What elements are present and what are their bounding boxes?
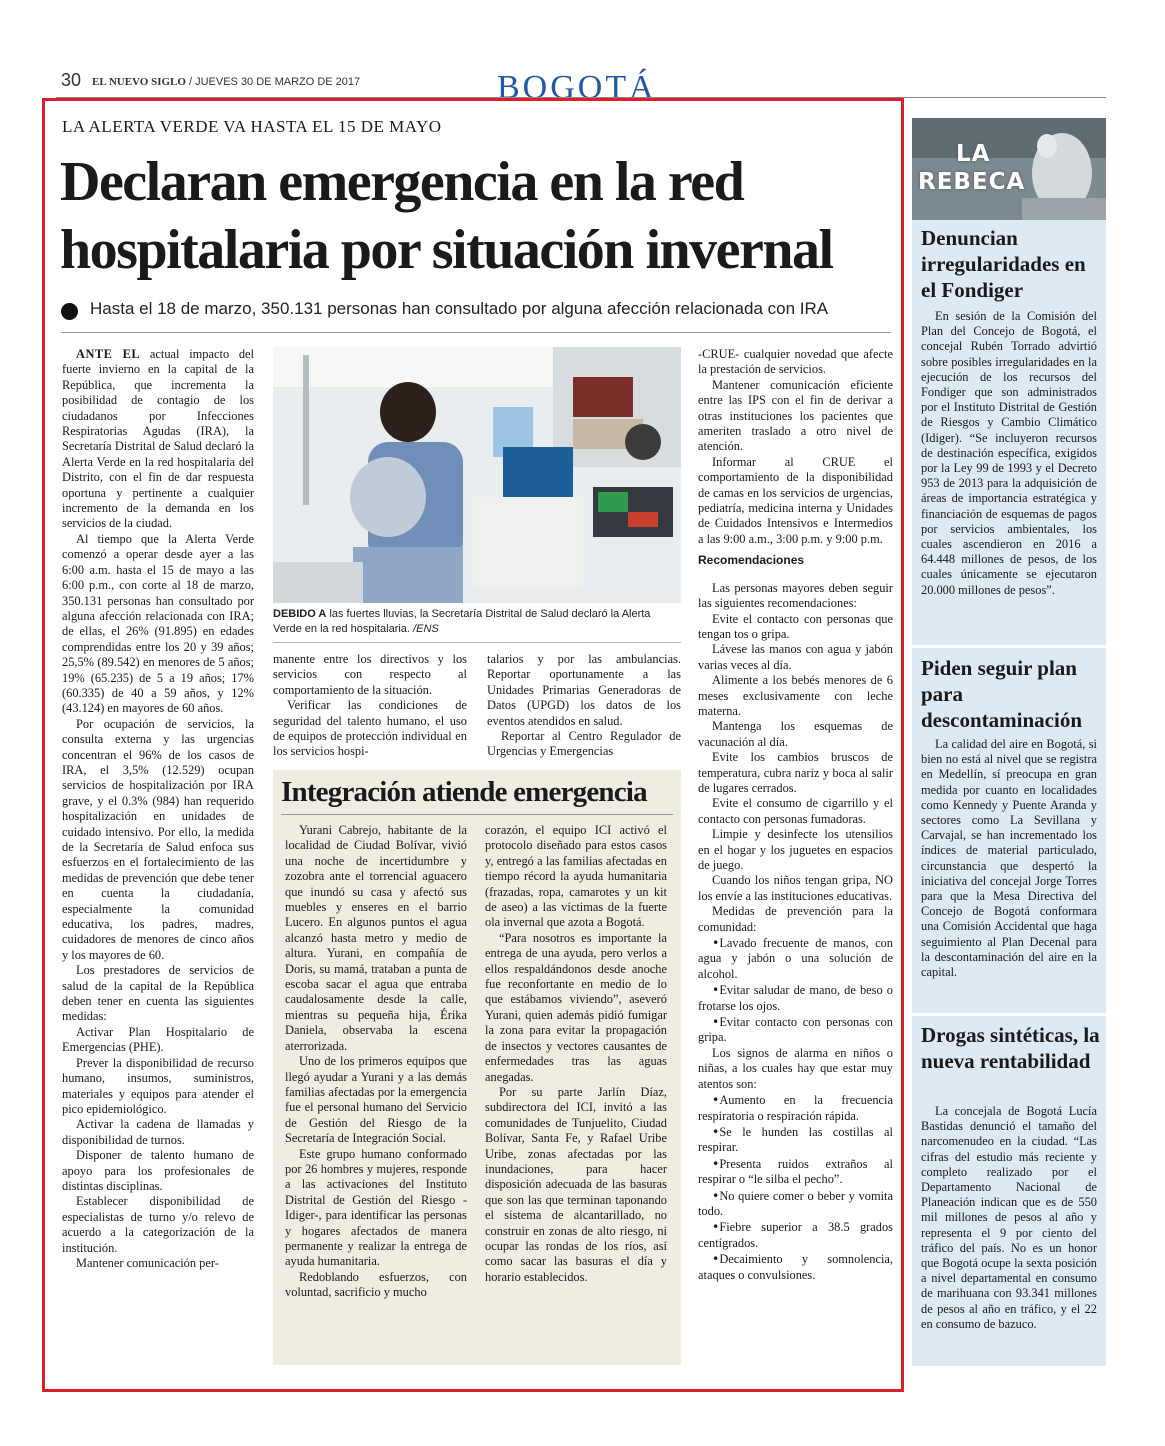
paragraph: Uno de los primeros equipos que llegó ayudar a Yurani y a las demás familias afectadas por la emergencia fue el personal humano del Servicio de Gestión del Riesgo de la Secretaría de Integración Social. xyxy=(285,1054,467,1146)
paragraph: Limpie y desinfecte los utensilios en el hogar y los juguetes en espacios de juego. xyxy=(698,827,893,872)
list-item-text: Aumento en la frecuencia respiratoria o respiración rápida. xyxy=(698,1093,893,1123)
lead-rule xyxy=(61,332,891,333)
paragraph: manente entre los directivos y los servicios con respecto al comportamiento de la situación. xyxy=(273,652,467,697)
paragraph: “Para nosotros es importante la entrega de una ayuda, pero verlos a ellos respaldándonos desde anoche fue reconfortante en medio de lo que estábamos viviendo”, aseveró Yurani, quien además pidió fumigar la zona para evitar la propagación de insectos y vectores causantes de enfermedades tras las aguas anegadas. xyxy=(485,930,667,1084)
article-lead: Hasta el 18 de marzo, 350.131 personas han consultado por alguna afección relacionada con IRA xyxy=(90,299,829,318)
paragraph: Mantenga los esquemas de vacunación al día. xyxy=(698,719,893,749)
article-column-1 xyxy=(62,347,254,1271)
caption-lead: DEBIDO A xyxy=(273,608,327,620)
sidebar-story-title: Drogas sintéticas, la nueva rentabilidad xyxy=(921,1023,1100,1073)
section-name: BOGOTÁ xyxy=(497,69,657,97)
paragraph: Activar Plan Hospitalario de Emergencias (PHE). xyxy=(62,1024,254,1055)
list-item-text: Se le hunden las costillas al respirar. xyxy=(698,1124,893,1155)
list-item xyxy=(698,1251,893,1283)
bullet-icon: • xyxy=(712,1155,720,1171)
sidebar-label xyxy=(918,140,1025,196)
paragraph: La concejala de Bogotá Lucía Bastidas denunció el tamaño del narcomenudeo en la ciudad. “Las cifras del estudio más reciente y completo realizado por el Departamento Nacional de Planeación indican que es de 550 mil millones de pesos al año y representa el 9 por ciento del tráfico del país. No es un honor que Bogotá ocupe la sexta posición a nivel departamental en consumo de marihuana con 93.341 millones de pesos al año en tráfico, y el 22 en consumo de bazuco. xyxy=(921,1104,1097,1331)
list-item-text: Fiebre superior a 38.5 grados centígrados. xyxy=(698,1220,893,1250)
paragraph: Redoblando esfuerzos, con voluntad, sacrificio y mucho xyxy=(285,1269,467,1300)
paragraph: Lávese las manos con agua y jabón varias veces al día. xyxy=(698,642,893,672)
sidebar-story-title: Denuncian irregularidades en el Fondiger xyxy=(921,226,1086,302)
paragraph: Por ocupación de servicios, la consulta externa y las urgencias concentran el 96% de los casos de IRA, el 3,5% (12.529) ocupan servicios de hospitalización por IRA grave, y el 0.3% (984) han requerido hospitalización en unidades de cuidado intensivo. Por ello, la medida de la Secretaría de Salud enfoca sus esfuerzos en el fortalecimiento de las medidas de prevención que debe tener en cuenta la ciudadanía, especialmente la comunidad educativa, los padres, madres, cuidadores de menores de cinco años y los mayores de 60. xyxy=(62,716,254,962)
paragraph: talarios y por las ambulancias. Reportar oportunamente a las Unidades Primarias Generadoras de Datos (UPGD) los datos de los eventos atendidos en salud. xyxy=(487,652,681,728)
article-column-2 xyxy=(273,652,467,760)
paragraph: Cuando los niños tengan gripa, NO los envíe a las instituciones educativas. xyxy=(698,873,893,903)
article-column-4 xyxy=(698,347,893,1283)
paragraph: Medidas de prevención para la comunidad: xyxy=(698,904,893,934)
bullet-icon: • xyxy=(712,1187,720,1203)
paragraph: La calidad del aire en Bogotá, si bien no está al nivel que se registra en Medellín, sí preocupa en gran medida por cuanto en localidades como Kennedy y Puente Aranda y sectores como La Sevillana y Carvajal, se han incrementado los índices de material particulado, circunstancia que despertó la iniciativa del concejal Jorge Torres para que la Mesa Directiva del Concejo de Bogotá conformara una Comisión Accidental que haga seguimiento al Plan Decenal para la descontaminación del aire en la capital. xyxy=(921,737,1097,980)
paragraph: Prever la disponibilidad de recurso humano, insumos, suministros, materiales y equipos para atender el pico epidemiológico. xyxy=(62,1055,254,1116)
paragraph: Los signos de alarma en niños o niñas, a los cuales hay que estar muy atentos son: xyxy=(698,1045,893,1091)
bullet-icon: • xyxy=(712,1014,720,1030)
paragraph: -CRUE- cualquier novedad que afecte la prestación de servicios. xyxy=(698,347,893,377)
paragraph: Alimente a los bebés menores de 6 meses exclusivamente con leche materna. xyxy=(698,673,893,718)
sidebar-story-title: Piden seguir plan para descontaminación xyxy=(921,656,1083,732)
list-item xyxy=(698,982,893,1014)
list-item-text: Presenta ruidos extraños al respirar o “le silba el pecho”. xyxy=(698,1156,893,1187)
paragraph: Por su parte Jarlín Díaz, subdirectora del ICI, invitó a las comunidades de Tunjuelito, Ciudad Bolívar, Santa Fe, y Rafael Uribe Uribe, zonas afectadas por las inundaciones, para hacer disposición adecuada de las basuras que son las que terminan taponando el sistema de alcantarillado, no construir en zonas de alto riesgo, ni ocupar las rondas de los ríos, así como sacar las basuras el día y horario establecidos. xyxy=(485,1084,667,1284)
paragraph: Activar la cadena de llamadas y disponibilidad de turnos. xyxy=(62,1117,254,1147)
paragraph: Disponer de talento humano de apoyo para los profesionales de distintas disciplinas. xyxy=(62,1148,254,1193)
list-item-text: No quiere comer o beber y vomita todo. xyxy=(698,1188,893,1218)
sidebar-label-line: REBECA xyxy=(918,169,1026,195)
article-headline: Declaran emergencia en la red hospitalaria por situación invernal xyxy=(60,151,833,281)
photo-credit: /ENS xyxy=(413,622,439,635)
bullet-icon: • xyxy=(712,935,720,951)
paragraph: Evite el contacto con personas que tengan tos o gripa. xyxy=(698,611,893,641)
bullet-icon: • xyxy=(712,982,720,998)
subheading: Recomendaciones xyxy=(698,553,805,568)
paragraph: actual impacto del fuerte invierno en la capital de la República, que incrementa la posibilidad de contagio de los ciudadanos por Infecciones Respiratorias Agudas (IRA), la Secretaría Distrital de Salud declaró la Alerta Verde en la red hospitalaria del Distrito, con el fin de dar respuesta oportuna y pertinente a cualquier incremento de la demanda en los servicios de la ciudad. xyxy=(62,347,254,531)
sidebar-story-text xyxy=(921,309,1097,598)
masthead xyxy=(92,76,360,88)
list-item xyxy=(698,1219,893,1251)
paragraph: Establecer disponibilidad de especialistas de turno y/o relevo de acuerdo a la categorización de la institución. xyxy=(62,1194,254,1255)
bullet-icon xyxy=(61,303,78,320)
paragraph: Las personas mayores deben seguir las siguientes recomendaciones: xyxy=(698,580,893,611)
sidebox-rule xyxy=(281,814,673,815)
paragraph: Al tiempo que la Alerta Verde comenzó a operar desde ayer a las 6:00 a.m. hasta el 15 de mayo a las 6:00 p.m., con corte al 18 de marzo, 350.131 personas han consultado por alguna afección relacionada con IRA; de ellas, el 26% (91.895) en edades comprendidas entre los 20 y 39 años; 25,5% (89.542) en menores de 5 años; 19% (65.235) de 5 a 19 años; 17% (60.335) de 40 a 59 años, y 12% (43.124) en mayores de 60 años. xyxy=(62,531,254,716)
paragraph: Este grupo humano conformado por 26 hombres y mujeres, responde a las activaciones del Instituto Distrital de Gestión del Riesgo -Idiger-, para identificar las personas y hogares afectados de manera permanente y realizar la entrega de ayuda humanitaria. xyxy=(285,1146,467,1269)
caption-text: las fuertes lluvias, la Secretaría Distrital de Salud declaró la Alerta Verde en la red hospitalaria. xyxy=(273,608,651,635)
list-item xyxy=(698,1188,893,1220)
list-item xyxy=(698,1156,893,1188)
paragraph: Informar al CRUE el comportamiento de la disponibilidad de camas en los servicios de urgencias, pediatría, medicina interna y Unidades de Cuidados Intensivos e Intermedios a las 9:00 a.m., 3:00 p.m. y 9:00 p.m. xyxy=(698,454,893,546)
bullet-icon: • xyxy=(712,1219,720,1235)
sidebox-column-2 xyxy=(485,823,667,1285)
hospital-scene-image xyxy=(273,347,681,603)
drop-words: ANTE EL xyxy=(76,347,141,361)
sidebar-story-text xyxy=(921,1104,1097,1332)
paragraph: Reportar al Centro Regulador de Urgencias y Emergencias xyxy=(487,729,681,759)
paragraph: Yurani Cabrejo, habitante de la localidad de Ciudad Bolívar, vivió una noche de incertidumbre y zozobra ante el torrencial aguacero que inundó su casa y afectó sus muebles y enseres en el barrio Lucero. En algunos puntos el agua alcanzó hasta metro y medio de altura. Yurani, en compañía de Doris, su mamá, trataban a punta de escoba sacar el agua que entraba caudalosamente desde la calle, mientras su pequeña hija, Érika Daniela, observaba la escena aterrorizada. xyxy=(285,823,467,1053)
issue-date: / JUEVES 30 DE MARZO DE 2017 xyxy=(188,76,361,88)
sidebar-story-text xyxy=(921,737,1097,980)
paragraph: Mantener comunicación per- xyxy=(76,1255,219,1270)
bullet-icon: • xyxy=(712,1251,720,1267)
article-column-3 xyxy=(487,652,681,760)
paragraph: En sesión de la Comisión del Plan del Concejo de Bogotá, el concejal Rubén Torrado advirtió sobre posibles irregularidades en la ejecución de los recursos del Fondiger que son administrados por el Instituto Distrital de Gestión de Riesgos y Cambio Climático (Idiger). “Se incluyeron recursos de destinación específica, exigidos por la Ley 99 de 1993 y el Decreto 953 de 2013 para la adquisición de áreas de importancia estratégica y financiación de esquemas de pagos por servicios ambientales, los cuales ascendieron en 2016 a 64.448 millones de pesos, de los cuales únicamente se ejecutaron 20.000 millones de pesos”. xyxy=(921,309,1097,597)
list-item-text: Evitar saludar de mano, de beso o frotarse los ojos. xyxy=(698,983,893,1013)
paragraph: Mantener comunicación eficiente entre las IPS con el fin de derivar a otras instituciones los pacientes que ameriten traslado a otro nivel de atención. xyxy=(698,377,893,454)
list-item-text: Decaimiento y somnolencia, ataques o convulsiones. xyxy=(698,1252,893,1282)
list-item xyxy=(698,935,893,982)
sidebox-title: Integración atiende emergencia xyxy=(281,776,647,808)
list-item xyxy=(698,1092,893,1124)
sidebox-column-1 xyxy=(285,823,467,1301)
caption-rule xyxy=(273,642,681,643)
paragraph: Evite los cambios bruscos de temperatura, cubra nariz y boca al salir de lugares cerrados. xyxy=(698,750,893,795)
paragraph: corazón, el equipo ICI activó el protocolo diseñado para estos casos y, entregó a las familias afectadas en tiempo récord la ayuda humanitaria (frazadas, ropa, camarotes y un kit de aseo) a las víctimas de la fuerte ola invernal que azota a Bogotá. xyxy=(485,823,667,930)
list-item-text: Evitar contacto con personas con gripa. xyxy=(698,1015,893,1045)
newspaper-name: EL NUEVO SIGLO xyxy=(92,76,186,88)
sidebar-divider xyxy=(912,645,1106,648)
sidebar-label-line: LA xyxy=(956,141,991,167)
article-kicker: LA ALERTA VERDE VA HASTA EL 15 DE MAYO xyxy=(62,117,442,136)
photo-caption xyxy=(273,607,681,636)
list-item-text: Lavado frecuente de manos, con agua y jabón o una solución de alcohol. xyxy=(698,936,893,981)
page-number: 30 xyxy=(61,70,82,90)
article-photo xyxy=(273,347,681,603)
bullet-icon: • xyxy=(712,1092,720,1108)
bullet-icon: • xyxy=(712,1123,720,1139)
sidebar-divider xyxy=(912,1013,1106,1016)
paragraph: Verificar las condiciones de seguridad del talento humano, el uso de equipos de protección individual en los servicios hospi- xyxy=(273,698,467,759)
paragraph: Los prestadores de servicios de salud de la capital de la República deben tener en cuenta las siguientes medidas: xyxy=(62,963,254,1024)
list-item xyxy=(698,1014,893,1046)
paragraph: Evite el consumo de cigarrillo y el contacto con personas fumadoras. xyxy=(698,796,893,826)
list-item xyxy=(698,1124,893,1156)
